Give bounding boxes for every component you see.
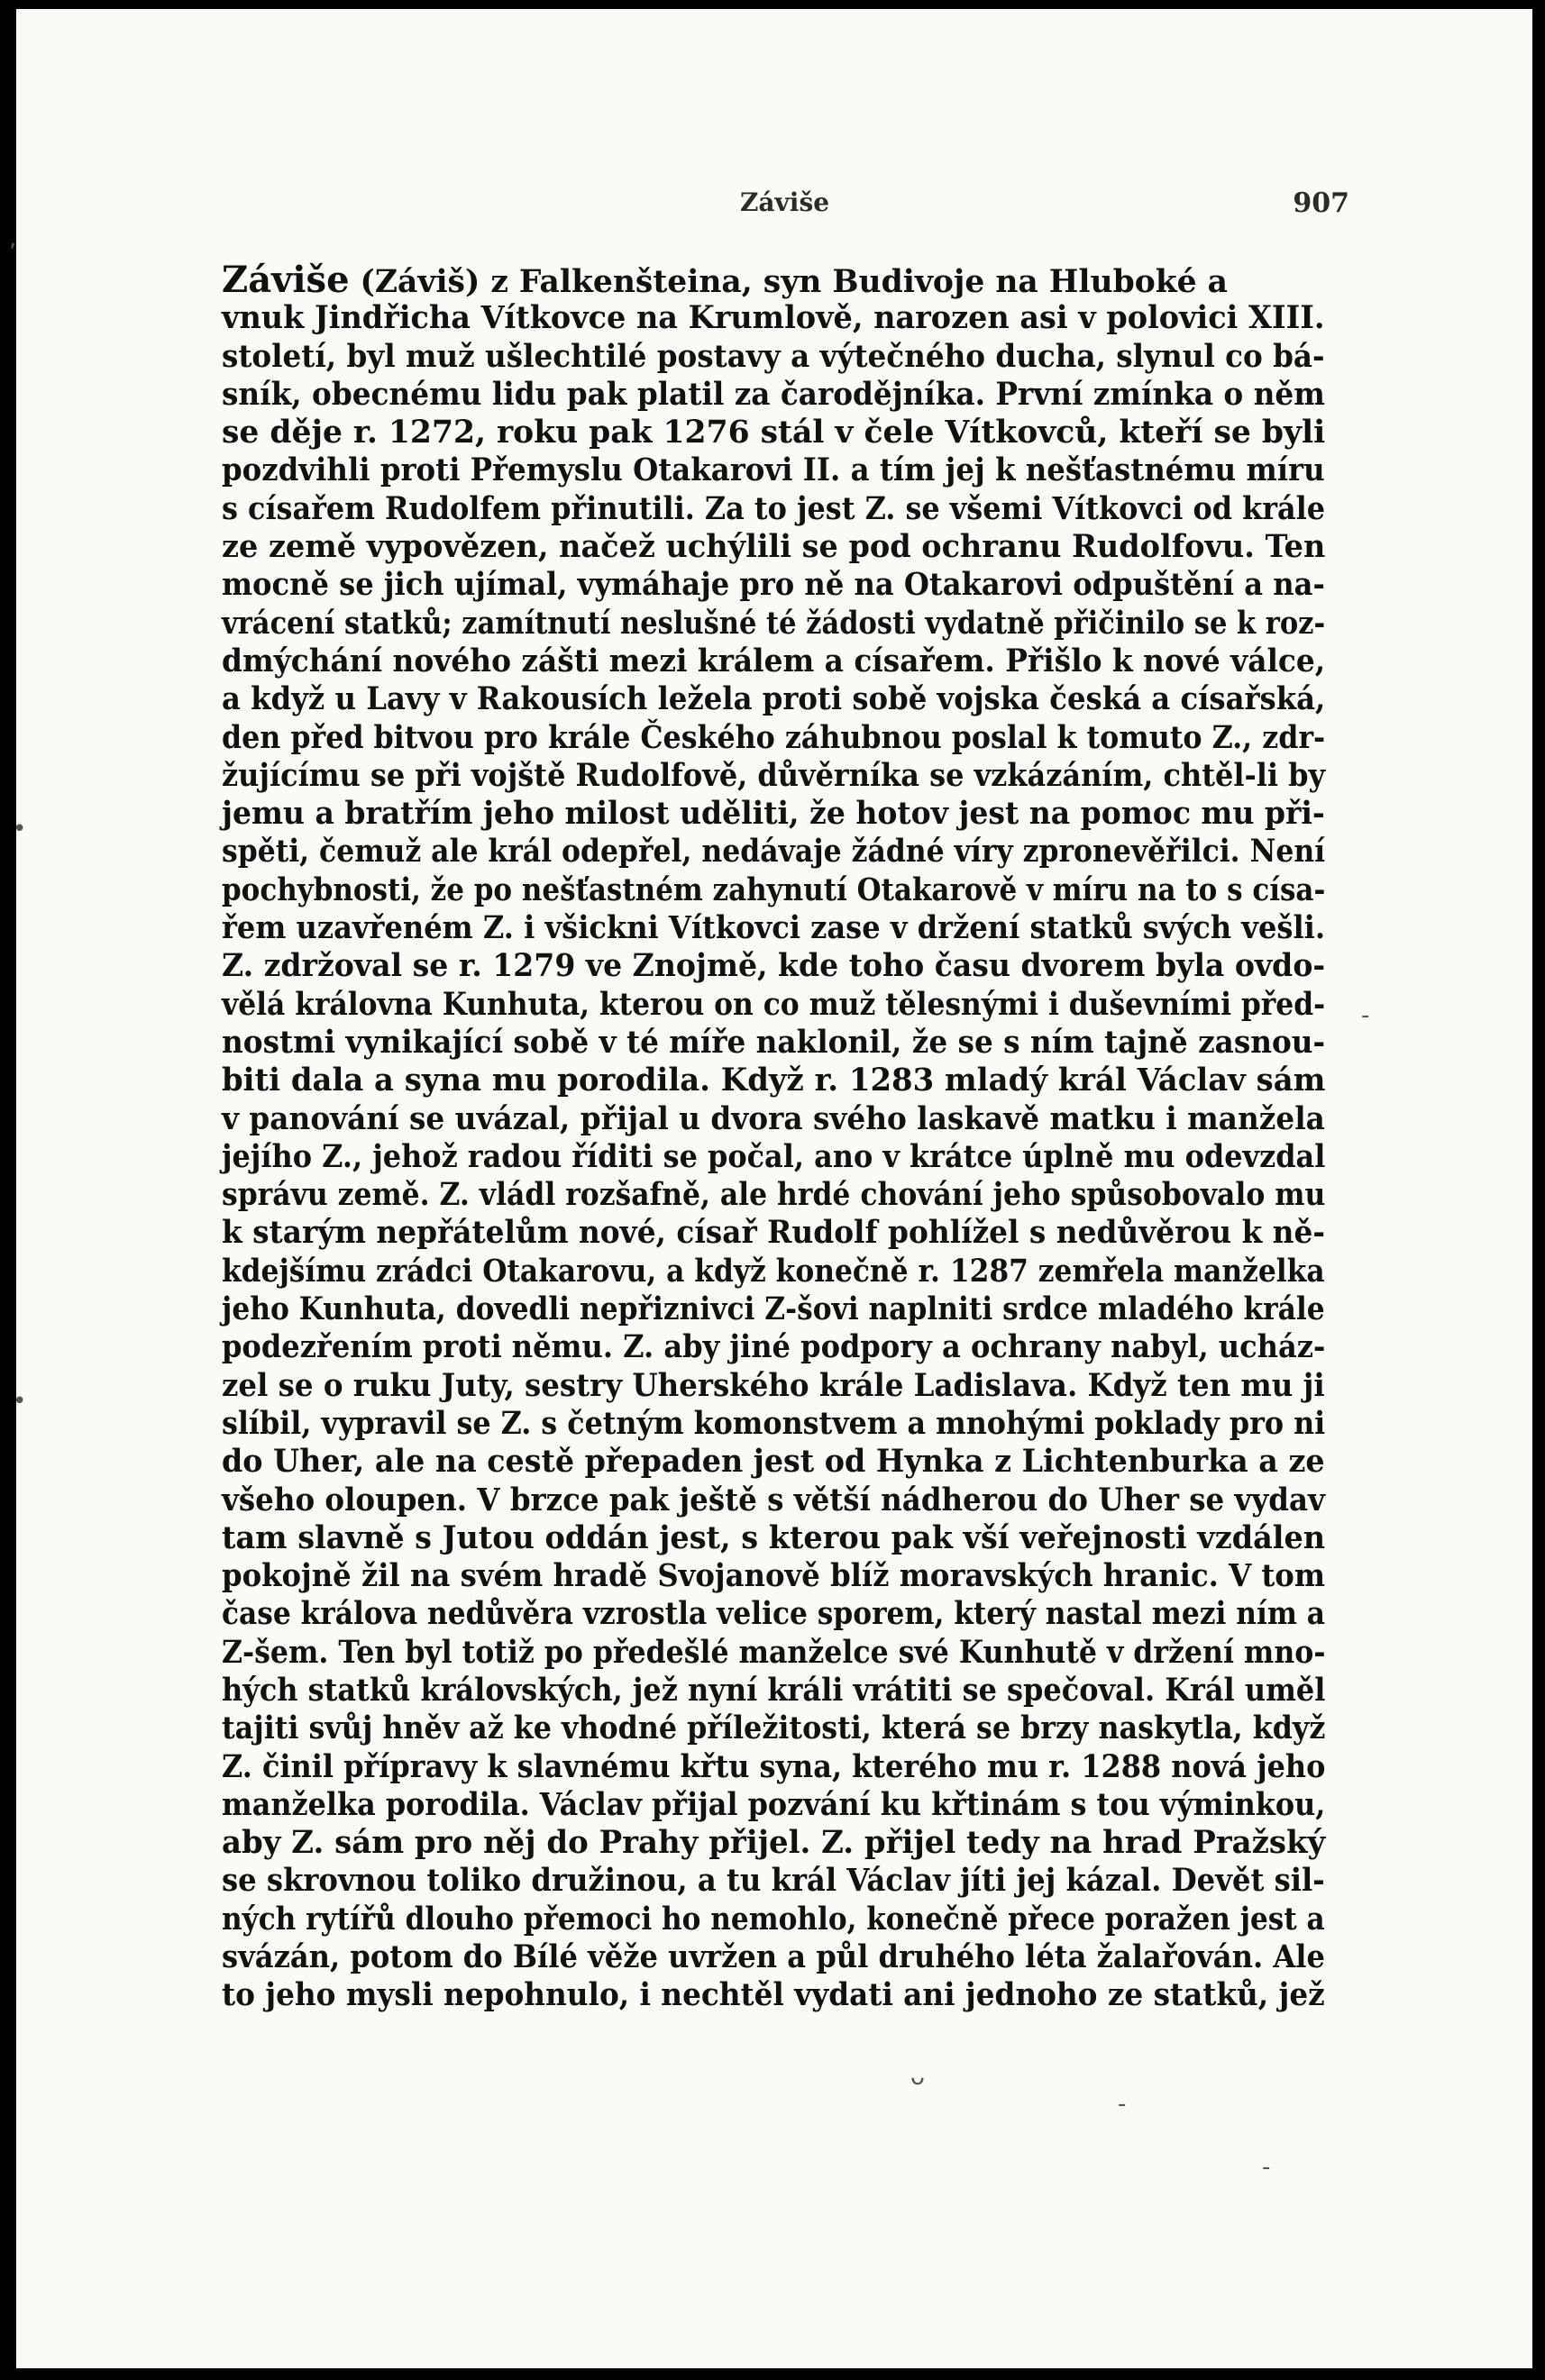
text-line: jemu a bratřím jeho milost uděliti, že hotov jest na pomoc mu při- xyxy=(222,796,1325,833)
text-line: žujícímu se při vojště Rudolfově, důvěrníka se vzkázáním, chtěl-li by xyxy=(222,757,1326,794)
text-line: zel se o ruku Juty, sestry Uherského krále Ladislava. Když ten mu ji xyxy=(222,1367,1325,1404)
text-line: se skrovnou toliko družinou, a tu král Václav jíti jej kázal. Devět sil- xyxy=(222,1863,1325,1900)
text-line: všeho oloupen. V brzce pak ještě s větší nádherou do Uher se vydav xyxy=(222,1482,1325,1518)
text-line: vrácení statků; zamítnutí neslušné té žádosti vydatně přičinilo se k roz- xyxy=(222,605,1326,642)
text-line: čase králova nedůvěra vzrostla velice sporem, který nastal mezi ním a xyxy=(222,1596,1326,1633)
text-line: Z-šem. Ten byl totiž po předešlé manželce své Kunhutě v držení mno- xyxy=(222,1634,1326,1671)
text-line: správu země. Z. vládl rozšafně, ale hrdé chování jeho spůsobovalo mu xyxy=(222,1177,1326,1214)
text-line: a když u Lavy v Rakousích ležela proti sobě vojska česká a císařská, xyxy=(222,681,1326,718)
text-line: století, byl muž ušlechtilé postavy a výtečného ducha, slynul co bá- xyxy=(222,338,1325,375)
text-line: ných rytířů dlouho přemoci ho nemohlo, konečně přece poražen jest a xyxy=(222,1901,1325,1938)
text-line: manželka porodila. Václav přijal pozvání ku křtinám s tou výminkou, xyxy=(222,1786,1326,1823)
text-line: vnuk Jindřicha Vítkovce na Krumlově, narozen asi v polovici XIII. xyxy=(222,300,1325,337)
page-number: 907 xyxy=(1293,187,1349,219)
text-line: podezřením proti němu. Z. aby jiné podpory a ochrany nabyl, ucház- xyxy=(222,1329,1326,1366)
text-line: ze země vypovězen, načež uchýlili se pod ochranu Rudolfovu. Ten xyxy=(222,529,1326,566)
text-line-content: (Záviš) z Falkenšteina, syn Budivoje na Hluboké a xyxy=(360,264,1228,300)
text-line: svázán, potom do Bílé věže uvržen a půl druhého léta žalařován. Ale xyxy=(222,1939,1325,1976)
text-line: biti dala a syna mu porodila. Když r. 1283 mladý král Václav sám xyxy=(222,1062,1326,1099)
text-line: pochybnosti, že po nešťastném zahynutí Otakarově v míru na to s císa- xyxy=(222,871,1326,908)
text-line: s císařem Rudolfem přinutili. Za to jest Z. se všemi Vítkovci od krále xyxy=(222,490,1326,527)
text-line: jejího Z., jehož radou říditi se počal, ano v krátce úplně mu odevzdal xyxy=(222,1138,1326,1175)
margin-mark: ᴗ xyxy=(910,2064,925,2091)
margin-mark: , xyxy=(9,225,17,252)
text-line: kdejšímu zrádci Otakarovu, a když konečně r. 1287 zemřela manželka xyxy=(222,1253,1325,1290)
entry-headword: Záviše xyxy=(222,259,350,301)
text-line xyxy=(222,261,1325,299)
margin-mark: • xyxy=(13,1388,27,1415)
text-line: hých statků královských, jež nyní králi vrátiti se spečoval. Král uměl xyxy=(222,1672,1326,1709)
text-line: tajiti svůj hněv až ke vhodné příležitosti, která se brzy naskytla, když xyxy=(222,1710,1326,1747)
text-line: den před bitvou pro krále Českého záhubnou poslal k tomuto Z., zdr- xyxy=(222,719,1326,756)
text-line: pozdvihli proti Přemyslu Otakarovi II. a tím jej k nešťastnému míru xyxy=(222,452,1325,489)
running-head: Záviše xyxy=(739,187,830,217)
page-header xyxy=(220,187,1349,229)
text-line: do Uher, ale na cestě přepaden jest od Hynka z Lichtenburka a ze xyxy=(222,1444,1325,1481)
margin-mark: - xyxy=(1118,2091,1127,2118)
text-line: dmýchání nového zášti mezi králem a císařem. Přišlo k nové válce, xyxy=(222,643,1326,679)
text-line: Z. činil přípravy k slavnému křtu syna, kterého mu r. 1288 nová jeho xyxy=(222,1748,1326,1785)
text-line: mocně se jich ujímal, vymáhaje pro ně na Otakarovi odpuštění a na- xyxy=(222,567,1325,604)
margin-mark: - xyxy=(1262,2154,1271,2181)
text-line: aby Z. sám pro něj do Prahy přijel. Z. přijel tedy na hrad Pražský xyxy=(222,1825,1326,1862)
text-line: jeho Kunhuta, dovedli nepřiznivci Z-šovi naplniti srdce mladého krále xyxy=(222,1291,1325,1328)
text-line: spěti, čemuž ale král odepřel, nedávaje žádné víry zpronevěřilci. Není xyxy=(222,834,1326,871)
text-line: k starým nepřátelům nové, císař Rudolf pohlížel s nedůvěrou k ně- xyxy=(222,1215,1325,1252)
text-line: řem uzavřeném Z. i všickni Vítkovci zase v držení statků svých vešli. xyxy=(222,910,1326,947)
margin-mark: - xyxy=(1361,1002,1370,1029)
text-line: tam slavně s Jutou oddán jest, s kterou pak vší veřejnosti vzdálen xyxy=(222,1519,1326,1556)
text-line: slíbil, vypravil se Z. s četným komonstvem a mnohými poklady pro ni xyxy=(222,1405,1326,1442)
margin-mark: • xyxy=(13,816,27,843)
text-line: v panování se uvázal, přijal u dvora svého laskavě matku i manžela xyxy=(222,1100,1325,1137)
text-line: nostmi vynikající sobě v té míře naklonil, že se s ním tajně zasnou- xyxy=(222,1024,1326,1061)
text-line: to jeho mysli nepohnulo, i nechtěl vydati ani jednoho ze statků, jež xyxy=(222,1977,1325,2014)
text-line: sník, obecnému lidu pak platil za čarodějníka. První zmínka o něm xyxy=(222,376,1325,413)
text-line: Z. zdržoval se r. 1279 ve Znojmě, kde toho času dvorem byla ovdo- xyxy=(222,948,1326,985)
encyclopedia-entry xyxy=(222,261,1325,2015)
text-line: se děje r. 1272, roku pak 1276 stál v čele Vítkovců, kteří se byli xyxy=(222,415,1326,451)
text-line: pokojně žil na svém hradě Svojanově blíž moravských hranic. V tom xyxy=(222,1558,1325,1595)
text-line: vělá královna Kunhuta, kterou on co muž tělesnými i duševními před- xyxy=(222,986,1326,1023)
